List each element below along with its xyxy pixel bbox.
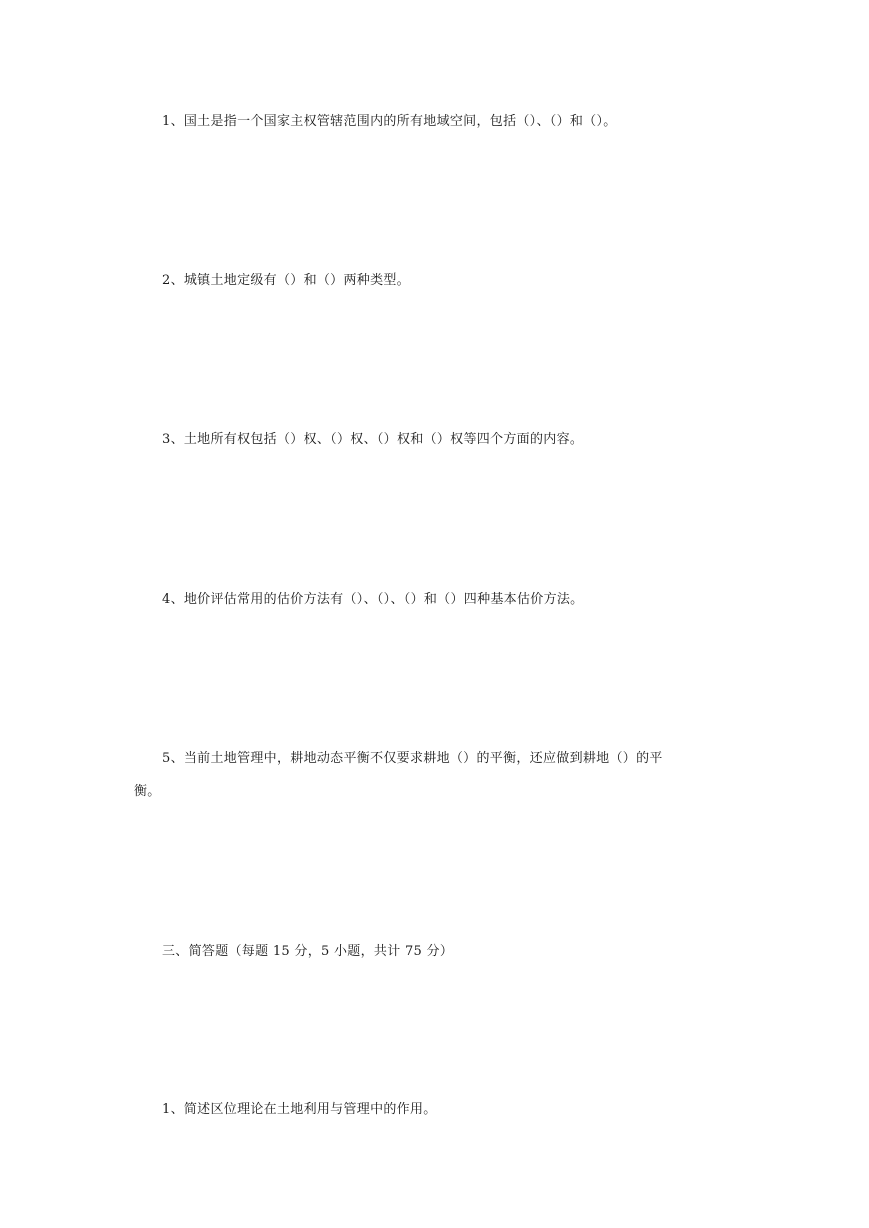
fill-in-question-3: 3、土地所有权包括（）权、（）权、（）权和（）权等四个方面的内容。 <box>162 432 584 447</box>
fill-in-question-5-line-2: 衡。 <box>134 784 161 799</box>
fill-in-question-2: 2、城镇土地定级有（）和（）两种类型。 <box>162 273 410 288</box>
fill-in-question-4: 4、地价评估常用的估价方法有（）、（）、（）和（）四种基本估价方法。 <box>162 592 584 607</box>
fill-in-question-5-line-1: 5、当前土地管理中，耕地动态平衡不仅要求耕地（）的平衡，还应做到耕地（）的平 <box>162 751 663 766</box>
section-3-heading: 三、简答题（每题 15 分，5 小题，共计 75 分） <box>162 944 454 959</box>
short-answer-question-1: 1、简述区位理论在土地利用与管理中的作用。 <box>162 1102 437 1117</box>
fill-in-question-1: 1、国土是指一个国家主权管辖范围内的所有地域空间，包括（）、（）和（）。 <box>162 114 617 129</box>
